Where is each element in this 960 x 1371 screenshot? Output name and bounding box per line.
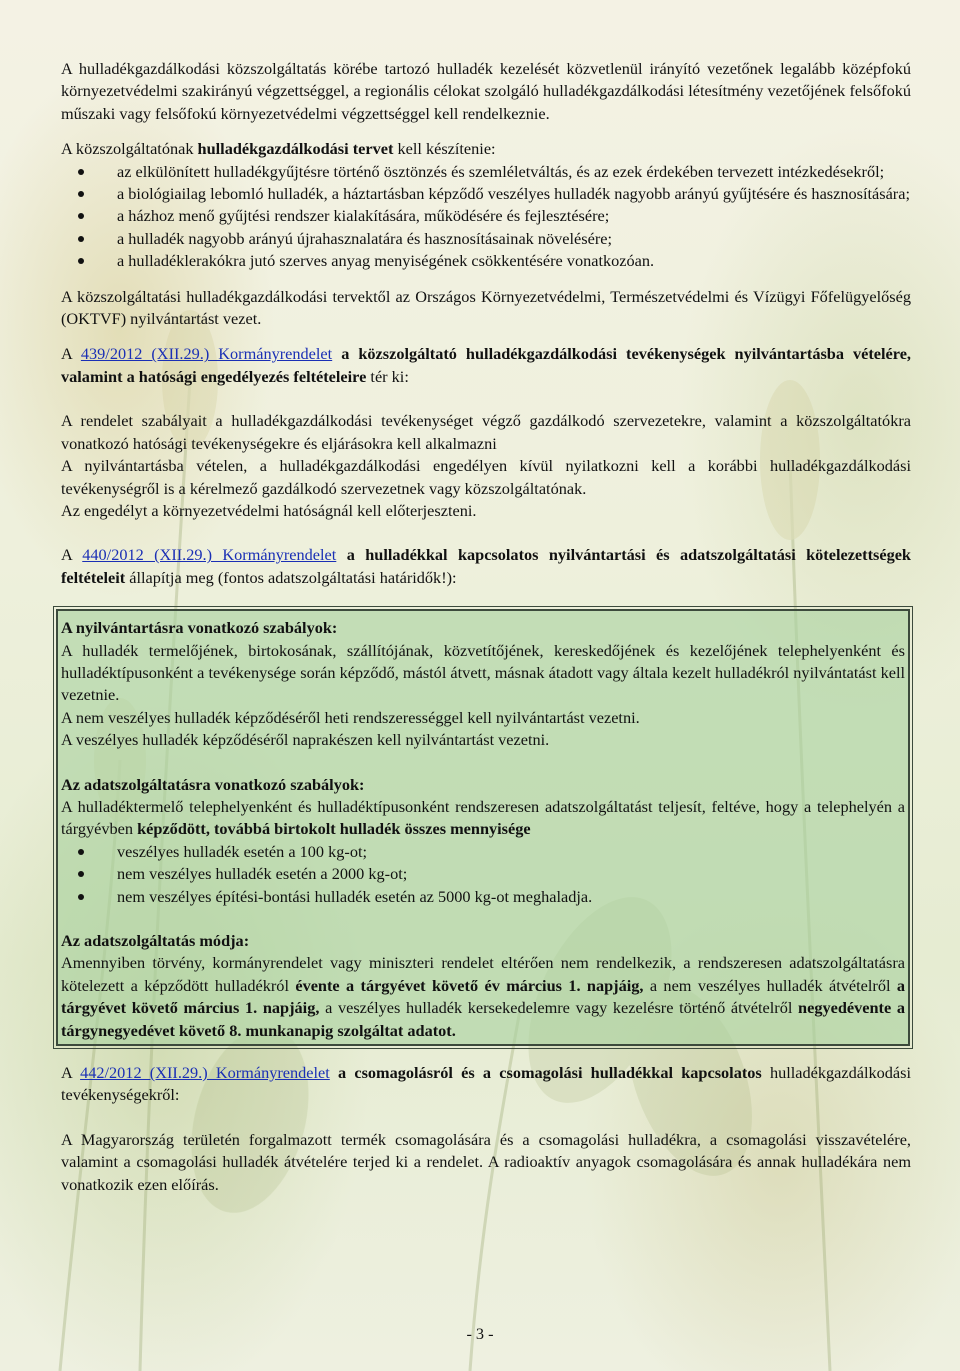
list-item: nem veszélyes hulladék esetén a 2000 kg-ot; bbox=[61, 863, 905, 885]
decree-439-suffix: tér ki: bbox=[366, 366, 409, 386]
box-reporting-text-bold: képződött, továbbá birtokolt hulladék összes mennyisége bbox=[137, 819, 531, 839]
document-page bbox=[61, 58, 911, 1196]
decree-442-suffix: hulladékgazdálkodási tevékenységekről: bbox=[61, 1063, 912, 1105]
decree-440-link[interactable]: 440/2012 (XII.29.) Kormányrendelet bbox=[82, 545, 337, 565]
box-heading-records-text: A nyilvántartásra vonatkozó szabályok: bbox=[61, 618, 338, 638]
decree-442-prefix: A bbox=[61, 1063, 81, 1083]
paragraph-442-scope: A Magyarország területén forgalmazott termék csomagolására és a csomagolási hulladékra, a csomagolási visszavételére, valamint a csomagolási hulladék átvételére terjed ki a rendelet. A radioaktív anyagok csomagolására és annak hulladékára nem vonatkozik ezen előírás. bbox=[61, 1129, 911, 1194]
plan-intro bbox=[61, 138, 911, 160]
plan-intro-text: A közszolgáltatónak bbox=[61, 139, 198, 159]
box-threshold-list bbox=[61, 841, 905, 908]
box-reporting-text bbox=[61, 796, 905, 841]
box-method-text-c: a nem veszélyes hulladék átvételről bbox=[643, 975, 897, 995]
box-method-text bbox=[61, 952, 905, 1042]
box-heading-reporting-text: Az adatszolgáltatásra vonatkozó szabályok: bbox=[61, 774, 365, 794]
plan-intro-bold: hulladékgazdálkodási tervet bbox=[197, 139, 394, 159]
box-method-text-e: a veszélyes hulladék kersekedelemre vagy kezelésre történő átvételről bbox=[319, 998, 799, 1018]
decree-442-bold: a csomagolásról és a csomagolási hulladékkal kapcsolatos bbox=[329, 1063, 762, 1083]
list-item: nem veszélyes építési-bontási hulladék esetén az 5000 kg-ot meghaladja. bbox=[61, 886, 905, 908]
rules-box bbox=[56, 609, 910, 1046]
box-heading-method bbox=[61, 930, 905, 952]
list-item: a házhoz menő gyűjtési rendszer kialakítására, működésére és fejlesztésére; bbox=[61, 205, 911, 227]
paragraph-439-scope: A rendelet szabályait a hulladékgazdálkodási tevékenységet végző gazdálkodó szervezetekre, valamint a közszolgáltatókra vonatkozó hatósági tevékenységekre és eljárásokra kell alkalmazni bbox=[61, 411, 911, 453]
paragraph-439-declaration: A nyilvántartásba vételen, a hulladékgazdálkodási engedélyen kívül nyilatkozni kell a korábbi hulladékgazdálkodási tevékenységről is a kérelmező gazdálkodó szervezetnek vagy közszolgáltatónak. bbox=[61, 456, 911, 498]
decree-439-link[interactable]: 439/2012 (XII.29.) Kormányrendelet bbox=[80, 344, 333, 364]
decree-440-bold: a hulladékkal kapcsolatos nyilvántartási és adatszolgáltatási kötelezettségek feltételeit bbox=[61, 545, 911, 587]
box-reporting-text-plain: A hulladéktermelő telephelyenként és hulladéktípusonként rendszeresen adatszolgáltatást teljesít, feltéve, hogy a telephelyén a tárgyévben bbox=[61, 796, 905, 839]
list-item: a hulladék nagyobb arányú újrahasznalatára és hasznosításainak növelésére; bbox=[61, 228, 911, 250]
decree-439-heading bbox=[61, 343, 911, 388]
paragraph-439-submission: Az engedélyt a környezetvédelmi hatóságnál kell előterjeszteni. bbox=[61, 500, 477, 520]
decree-442-heading bbox=[61, 1062, 911, 1107]
decree-440-heading bbox=[61, 544, 911, 589]
box-heading-method-text: Az adatszolgáltatás módja: bbox=[61, 931, 250, 950]
box-nonhazardous-text: A nem veszélyes hulladék képződéséről heti rendszerességgel kell nyilvántartást vezetni. bbox=[61, 707, 640, 727]
box-method-text-d: a tárgyévet követő március 1. napjáig, bbox=[61, 975, 905, 1018]
decree-442-link[interactable]: 442/2012 (XII.29.) Kormányrendelet bbox=[80, 1063, 330, 1083]
decree-439-prefix: A bbox=[61, 344, 81, 364]
page-number: - 3 - bbox=[466, 1324, 494, 1343]
box-records-text: A hulladék termelőjének, birtokosának, szállítójának, közvetítőjének, kereskedőjének és kezelőjének telephelyenként és hulladéktípusonként a tevékenysége során képződő, mástól átvett, másnak átadott vagy általa kezelt hulladékról nyilvántatást kell vezetnie. bbox=[61, 640, 905, 705]
box-heading-reporting bbox=[61, 774, 905, 796]
plan-intro-text-end: kell készítenie: bbox=[393, 139, 496, 159]
box-heading-records bbox=[61, 617, 905, 639]
box-method-text-b: évente a tárgyévet követő év március 1. napjáig, bbox=[295, 975, 644, 995]
paragraph-oktvf: A közszolgáltatási hulladékgazdálkodási tervektől az Országos Környezetvédelmi, Természetvédelmi és Vízügyi Főfelügyelőség (OKTVF) nyilvántartást vezet. bbox=[61, 286, 911, 329]
paragraph-manager-qualification: A hulladékgazdálkodási közszolgáltatás körébe tartozó hulladék kezelését közvetlenül irányító vezetőnek legalább középfokú környezetvédelmi szakirányú végzettséggel, a regionális célokat szolgáló hulladékgazdálkodási létesítmény vezetőjének felsőfokú műszaki vagy felsőfokú környezetvédelmi végzettséggel kell rendelkeznie. bbox=[61, 59, 911, 123]
list-item: a hulladéklerakókra jutó szerves anyag menyiségének csökkentésére vonatkozóan. bbox=[61, 250, 911, 272]
list-item: az elkülönített hulladékgyűjtésre történő ösztönzés és szemléletváltás, és az ezek érdekében tervezett intézkedésekről; bbox=[61, 161, 911, 183]
decree-440-prefix: A bbox=[61, 545, 83, 565]
box-method-text-a: Amennyiben törvény, kormányrendelet vagy miniszteri rendelet eltérően nem rendelkezik, a rendszeresen adatszolgáltatásra kötelezett a képződött hulladékról bbox=[61, 953, 905, 995]
decree-440-suffix: állapítja meg (fontos adatszolgáltatási határidők!): bbox=[125, 567, 457, 587]
box-hazardous-text: A veszélyes hulladék képződéséről naprakészen kell nyilvántartást vezetni. bbox=[61, 730, 550, 750]
box-method-text-f: negyedévente a tárgynegyedévet követő 8. munkanapig szolgáltat adatot. bbox=[61, 998, 905, 1040]
decree-439-bold: a közszolgáltató hulladékgazdálkodási tevékenységek nyilvántartásba vételére, valamint a hatósági engedélyezés feltételeire bbox=[61, 344, 911, 386]
plan-list bbox=[61, 161, 911, 273]
list-item: veszélyes hulladék esetén a 100 kg-ot; bbox=[61, 841, 905, 863]
list-item: a biológiailag lebomló hulladék, a háztartásban képződő veszélyes hulladék nagyobb arányú gyűjtésére és hasznosítására; bbox=[61, 183, 911, 205]
